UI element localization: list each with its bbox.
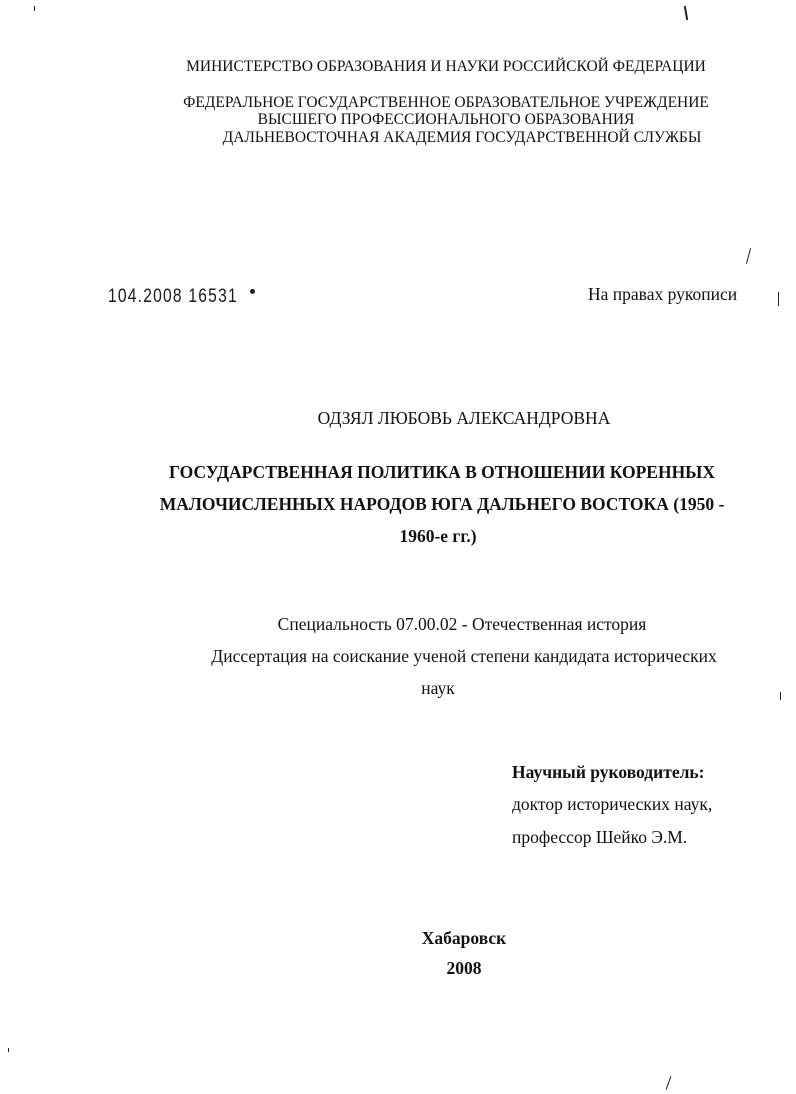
- title-line-2: МАЛОЧИСЛЕННЫХ НАРОДОВ ЮГА ДАЛЬНЕГО ВОСТОКА (1950 -: [159, 494, 725, 514]
- ministry-heading: МИНИСТЕРСТВО ОБРАЗОВАНИЯ И НАУКИ РОССИЙСКОЙ ФЕДЕРАЦИИ: [186, 58, 706, 75]
- institution-line-3: ДАЛЬНЕВОСТОЧНАЯ АКАДЕМИЯ ГОСУДАРСТВЕННОЙ СЛУЖБЫ: [222, 129, 702, 146]
- registration-stamp-number: 104.2008 16531: [108, 286, 238, 307]
- supervisor-heading: Научный руководитель:: [512, 762, 705, 782]
- city: Хабаровск: [421, 928, 507, 948]
- scan-speck: [778, 292, 779, 306]
- scan-speck: [746, 248, 751, 264]
- scan-speck: [34, 6, 35, 11]
- author-name: ОДЗЯЛ ЛЮБОВЬ АЛЕКСАНДРОВНА: [317, 408, 611, 428]
- title-line-1: ГОСУДАРСТВЕННАЯ ПОЛИТИКА В ОТНОШЕНИИ КОРЕННЫХ: [168, 462, 716, 482]
- scan-speck: [8, 1048, 9, 1052]
- dissertation-line-1: Диссертация на соискание ученой степени кандидата исторических: [211, 646, 717, 666]
- institution-line-1: ФЕДЕРАЛЬНОЕ ГОСУДАРСТВЕННОЕ ОБРАЗОВАТЕЛЬНОЕ УЧРЕЖДЕНИЕ: [183, 94, 709, 111]
- scan-speck: [780, 692, 781, 700]
- year: 2008: [446, 958, 482, 978]
- manuscript-note: На правах рукописи: [588, 284, 738, 304]
- institution-line-2: ВЫСШЕГО ПРОФЕССИОНАЛЬНОГО ОБРАЗОВАНИЯ: [257, 111, 635, 128]
- title-line-3: 1960-е гг.): [399, 526, 477, 546]
- supervisor-degree: доктор исторических наук,: [512, 794, 713, 814]
- scan-speck: [666, 1076, 672, 1089]
- stamp-dot-mark: [250, 289, 255, 294]
- scan-speck: [684, 6, 688, 20]
- specialty-line: Специальность 07.00.02 - Отечественная история: [277, 614, 647, 634]
- dissertation-line-2: наук: [421, 678, 455, 698]
- supervisor-name: профессор Шейко Э.М.: [512, 827, 688, 847]
